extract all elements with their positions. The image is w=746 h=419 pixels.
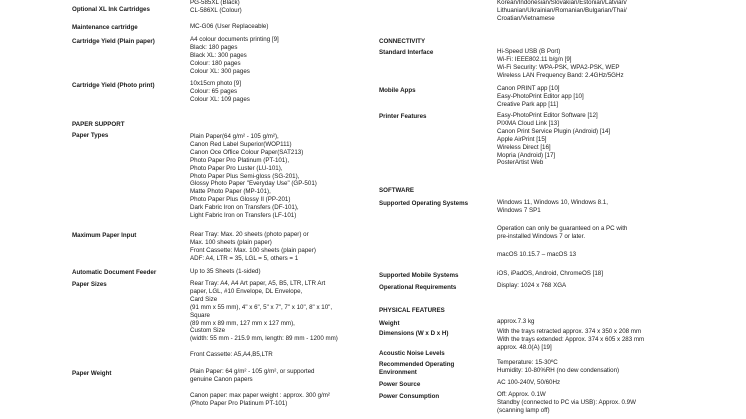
line: (scanning lamp off)	[497, 406, 550, 414]
section-connectivity: CONNECTIVITY	[379, 38, 426, 45]
value-yield-plain	[190, 36, 279, 76]
line: A4 colour documents printing [9]	[190, 36, 279, 43]
line: genuine Canon papers	[190, 375, 253, 383]
line: Colour XL: 300 pages	[190, 67, 250, 75]
line: Wireless LAN Frequency Band: 2.4GHz/5GHz	[497, 71, 624, 79]
value-supported-os	[497, 199, 627, 259]
label-yield-plain: Cartridge Yield (Plain paper)	[72, 38, 155, 45]
line: Canon Print Service Plugin (Android) [14]	[497, 127, 611, 135]
line: Canon paper: max paper weight : approx. 300 g/m²	[190, 391, 330, 399]
line: Rear Tray: A4, A4 Art paper, A5, B5, LTR, LTR Art	[190, 280, 326, 287]
line: PosterArtist Web	[497, 159, 544, 167]
value-languages	[497, 0, 627, 23]
label-power-source: Power Source	[379, 381, 421, 388]
value-mobile-apps	[497, 85, 584, 109]
line: Croatian/Vietnamese	[497, 14, 555, 22]
line: Wi-Fi: IEEE802.11 b/g/n [9]	[497, 55, 572, 63]
line: Colour: 65 pages	[190, 87, 238, 95]
value-printer-features	[497, 112, 610, 167]
line: Wi-Fi Security: WPA-PSK, WPA2-PSK, WEP	[497, 63, 620, 71]
line: Plain Paper(64 g/m² - 105 g/m²),	[190, 133, 279, 140]
line: pre-installed Windows 7 or later.	[497, 232, 586, 240]
line: Apple AirPrint [15]	[497, 135, 547, 143]
line: 10x15cm photo [9]	[190, 80, 241, 87]
line: Operation can only be guaranteed on a PC with	[497, 224, 628, 232]
label-supported-os: Supported Operating Systems	[379, 200, 469, 207]
line: Front Cassette: Max. 100 sheets (plain paper)	[190, 246, 316, 254]
line: ADF: A4, LTR = 35, LGL = 5, others = 1	[190, 254, 299, 262]
line: PG-585XL (Black)	[190, 0, 240, 6]
line: approx. 48.0(A) [19]	[497, 343, 552, 351]
section-software: SOFTWARE	[379, 187, 415, 194]
line: Dark Fabric Iron on Transfers (DF-101),	[190, 204, 299, 212]
label-paper-sizes: Paper Sizes	[72, 281, 107, 288]
line: (Photo Paper Pro Platinum PT-101)	[190, 399, 288, 407]
line: Glossy Photo Paper "Everyday Use" (GP-501)	[190, 180, 317, 188]
label-dimensions: Dimensions (W x D x H)	[379, 330, 449, 337]
value-power-source: AC 100-240V, 50/60Hz	[497, 379, 561, 386]
line: Card Size	[190, 295, 218, 303]
line: PIXMA Cloud Link [13]	[497, 119, 559, 127]
value-environment	[497, 359, 619, 375]
line: Korean/Indonesian/Slovakian/Estonian/Latvian/	[497, 0, 627, 6]
line: Canon PRINT app [10]	[497, 85, 560, 92]
value-weight: approx.7.3 kg	[497, 318, 535, 325]
line	[497, 215, 627, 225]
label-environment: Recommended Operating Environment	[379, 361, 455, 376]
line: Photo Paper Plus Semi-gloss (SG-201),	[190, 172, 300, 180]
line: Photo Paper Pro Platinum (PT-101),	[190, 156, 290, 164]
section-physical: PHYSICAL FEATURES	[379, 307, 445, 314]
line: macOS 10.15.7 – macOS 13	[497, 250, 577, 258]
line: Hi-Speed USB (B Port)	[497, 48, 561, 55]
line: Light Fabric Iron on Transfers (LF-101)	[190, 212, 297, 220]
line: CL-586XL (Colour)	[190, 6, 242, 14]
value-mobile-systems: iOS, iPadOS, Android, ChromeOS [18]	[497, 270, 603, 277]
line: Matte Photo Paper (MP-101),	[190, 188, 271, 196]
line: Max. 100 sheets (plain paper)	[190, 238, 272, 246]
value-adf: Up to 35 Sheets (1-sided)	[190, 268, 261, 275]
line: Custom Size	[190, 327, 226, 335]
line: Square	[190, 311, 210, 319]
line: (width: 55 mm - 215.9 mm, length: 89 mm - 1200 mm)	[190, 335, 338, 343]
line: Colour XL: 109 pages	[190, 95, 250, 103]
line: Standby (connected to PC via USB): Approx. 0.9W	[497, 398, 636, 406]
label-mobile-apps: Mobile Apps	[379, 87, 416, 94]
line: Plain Paper: 64 g/m² - 105 g/m², or supported	[190, 368, 315, 375]
line: Wireless Direct [16]	[497, 143, 551, 151]
value-yield-photo	[190, 80, 250, 104]
value-dimensions	[497, 328, 644, 352]
line	[190, 343, 338, 351]
line: Photo Paper Pro Luster (LU-101),	[190, 164, 283, 172]
line: Photo Paper Plus Glossy II (PP-201)	[190, 196, 291, 204]
line: Creative Park app [11]	[497, 100, 559, 108]
line: Windows 11, Windows 10, Windows 8.1,	[497, 199, 608, 206]
value-paper-weight	[190, 368, 330, 408]
line: Rear Tray: Max. 20 sheets (photo paper) or	[190, 231, 309, 238]
line: Lithuanian/Ukrainian/Romanian/Bulgarian/Thai/	[497, 6, 627, 14]
line: Colour: 180 pages	[190, 59, 241, 67]
line: Windows 7 SP1	[497, 206, 541, 214]
section-paper-support: PAPER SUPPORT	[72, 121, 125, 128]
line: Canon Red Label Superior(WOP111)	[190, 140, 292, 148]
line: Humidity: 10-80%RH (no dew condensation)	[497, 366, 620, 374]
line: Off: Approx. 0.1W	[497, 391, 546, 398]
value-paper-types	[190, 133, 317, 220]
label-max-input: Maximum Paper Input	[72, 232, 137, 239]
line: Front Cassette: A5,A4,B5,LTR	[190, 351, 273, 359]
label-yield-photo: Cartridge Yield (Photo print)	[72, 82, 155, 89]
line: Black XL: 300 pages	[190, 51, 247, 59]
value-power-consumption	[497, 391, 636, 415]
value-maintenance: MC-G06 (User Replaceable)	[190, 23, 269, 30]
line: Temperature: 15-30ºC	[497, 359, 558, 366]
line: With the trays extended: Approx. 374 x 605 x 283 mm	[497, 335, 645, 343]
line	[190, 384, 330, 392]
value-optional-xl	[190, 0, 242, 15]
label-adf: Automatic Document Feeder	[72, 269, 157, 276]
value-operational-req: Display: 1024 x 768 XGA	[497, 282, 567, 289]
label-optional-xl: Optional XL Ink Cartridges	[72, 6, 150, 13]
value-paper-sizes	[190, 280, 338, 359]
label-operational-req: Operational Requirements	[379, 284, 457, 291]
label-noise: Acoustic Noise Levels	[379, 350, 445, 357]
label-standard-interface: Standard Interface	[379, 49, 434, 56]
label-paper-types: Paper Types	[72, 132, 109, 139]
label-mobile-systems: Supported Mobile Systems	[379, 272, 459, 279]
label-power-consumption: Power Consumption	[379, 393, 440, 400]
line: Easy-PhotoPrint Editor app [10]	[497, 92, 584, 100]
label-weight: Weight	[379, 320, 400, 327]
line: Easy-PhotoPrint Editor Software [12]	[497, 112, 598, 119]
line: With the trays retracted approx. 374 x 350 x 208 mm	[497, 328, 642, 335]
label-paper-weight: Paper Weight	[72, 370, 112, 377]
line	[497, 241, 627, 251]
value-max-input	[190, 231, 316, 263]
line: Black: 180 pages	[190, 43, 238, 51]
line: Mopria (Android) [17]	[497, 151, 556, 159]
line: paper, LGL, #10 Envelope, DL Envelope,	[190, 287, 303, 295]
line: Canon Oce Office Colour Paper(SAT213)	[190, 148, 304, 156]
line: (91 mm x 55 mm), 4" x 6", 5" x 7", 7" x 10", 8" x 10",	[190, 303, 333, 311]
label-maintenance: Maintenance cartridge	[72, 24, 138, 31]
label-printer-features: Printer Features	[379, 113, 427, 120]
line: (89 mm x 89 mm, 127 mm x 127 mm),	[190, 319, 295, 327]
value-standard-interface	[497, 48, 624, 80]
